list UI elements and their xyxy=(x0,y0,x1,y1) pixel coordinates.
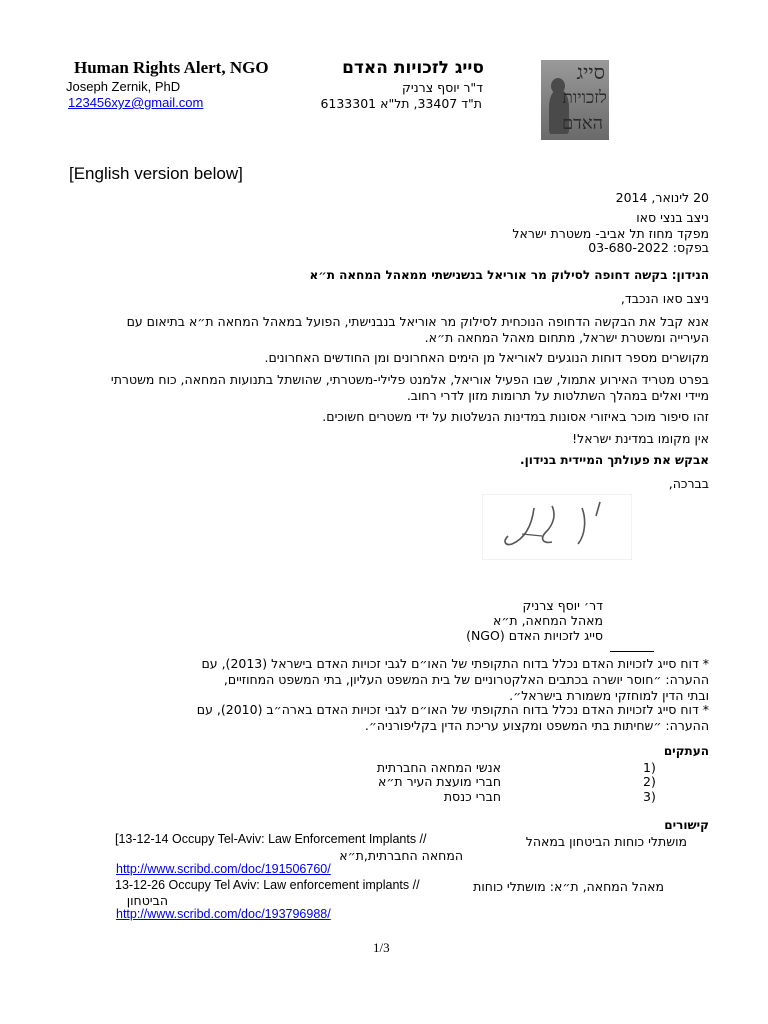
letter-paragraph-5: אין מקומו במדינת ישראל! xyxy=(572,431,709,446)
signer-line-3: סייג לזכויות האדם (NGO) xyxy=(466,628,603,643)
handwritten-signature xyxy=(482,494,632,560)
link-2-title-english: 13-12-26 Occupy Tel Aviv: Law enforcement implants // xyxy=(115,878,420,892)
footnote-separator xyxy=(610,651,654,652)
link-2-url[interactable]: http://www.scribd.com/doc/193796988/ xyxy=(116,907,331,921)
copies-item-1: אנשי המחאה החברתית xyxy=(376,760,501,775)
link-1-url[interactable]: http://www.scribd.com/doc/191506760/ xyxy=(116,862,331,876)
link-1-title-hebrew-a: מושתלי כוחות הביטחון במאהל xyxy=(525,834,687,849)
author-name-english: Joseph Zernik, PhD xyxy=(66,79,181,94)
recipient-title: מפקד מחוז תל אביב- משטרת ישראל xyxy=(512,226,709,241)
letter-subject: הנידון: בקשה דחופה לסילוק מר אוריאל בנשנישתי ממאהל המחאה ת״א xyxy=(309,268,709,282)
copies-item-1-number: 1) xyxy=(643,760,656,775)
address-hebrew: ת"ד 33407, תל"א 6133301 xyxy=(320,96,482,111)
footnote-1-line-2: ההערה: ״חוסר יושרה בכתבים האלקטרוניים של בית המשפט העליון, בתי המשפט המחוזיים, xyxy=(223,672,709,687)
copies-item-2-number: 2) xyxy=(643,774,656,789)
signer-line-2: מאהל המחאה, ת״א xyxy=(492,613,603,628)
copies-item-3: חברי כנסת xyxy=(443,789,501,804)
english-version-note: [English version below] xyxy=(69,164,243,183)
letter-paragraph-4: זהו סיפור מוכר באיזורי אסונות במדינות הנשלטות על ידי משטרים חשוכים. xyxy=(322,409,709,424)
org-name-hebrew: סייג לזכויות האדם xyxy=(342,58,484,78)
page-number: 1/3 xyxy=(373,940,390,955)
organization-logo: סייג לזכויות האדם xyxy=(541,60,609,140)
link-1-title-english: [13-12-14 Occupy Tel-Aviv: Law Enforcement Implants // xyxy=(115,832,427,846)
link-1-title-hebrew-b: המחאה החברתית,ת״א xyxy=(339,848,463,863)
copies-item-2: חברי מועצת העיר ת״א xyxy=(378,774,501,789)
footnote-2-line-1: * דוח סייג לזכויות האדם נכלל בדוח התקופתי של האו״ם לגבי זכויות האדם בארה״ב (2010), עם xyxy=(196,702,709,717)
recipient-name: ניצב בנצי סאו xyxy=(636,210,709,225)
letter-paragraph-3: בפרט מטריד האירוע אתמול, שבו הפעיל אוריאל, אלמנט פלילי-משטרתי, שהושתל בתנועות המחאה, כוח משטרתי מיידי ואלים במהלך השתלטות על תרומות מזון לדרי רחוב. xyxy=(110,372,709,403)
fax-number: בפקס: 03-680-2022 xyxy=(588,240,709,255)
author-name-hebrew: ד"ר יוסף צרניק xyxy=(401,80,483,95)
email-link[interactable]: 123456xyz@gmail.com xyxy=(68,95,204,110)
link-2-title-hebrew-b: הביטחון xyxy=(126,893,168,908)
letter-salutation: ניצב סאו הנכבד, xyxy=(620,291,709,306)
letter-paragraph-1: אנא קבל את הבקשה הדחופה הנוכחית לסילוק מר אוריאל בנבנישתי, הפועל במאהל המחאה ת״א בתיאום עם העירייה ומשטרת ישראל, מתחום מאהל המחאה ת״א. xyxy=(126,314,709,345)
footnote-1-line-3: ובתי הדין למוחזקי משמורת בישראל״. xyxy=(509,688,709,703)
letter-paragraph-2: מקושרים מספר דוחות הנוגעים לאוריאל מן הימים האחרונים ומן החודשים האחרונים. xyxy=(264,350,709,365)
footnote-2-line-2: ההערה: ״שחיתות בתי המשפט ומקצוע עריכת הדין בקליפורניה״. xyxy=(364,718,709,733)
copies-item-3-number: 3) xyxy=(643,789,656,804)
links-heading: קישורים xyxy=(664,818,709,832)
copies-heading: העתקים xyxy=(663,744,709,758)
letter-closing: בברכה, xyxy=(668,476,709,491)
link-2-title-hebrew-a: מאהל המחאה, ת״א: מושתלי כוחות xyxy=(473,879,664,894)
org-name-english: Human Rights Alert, NGO xyxy=(74,58,269,77)
footnote-1-line-1: * דוח סייג לזכויות האדם נכלל בדוח התקופתי של האו״ם לגבי זכויות האדם בישראל (2013), עם xyxy=(201,656,709,671)
letter-date: 20 לינואר, 2014 xyxy=(615,190,709,205)
letter-paragraph-6: אבקש את פעולתך המיידית בנידון. xyxy=(520,453,709,467)
signer-name: דר׳ יוסף צרניק xyxy=(522,598,603,613)
